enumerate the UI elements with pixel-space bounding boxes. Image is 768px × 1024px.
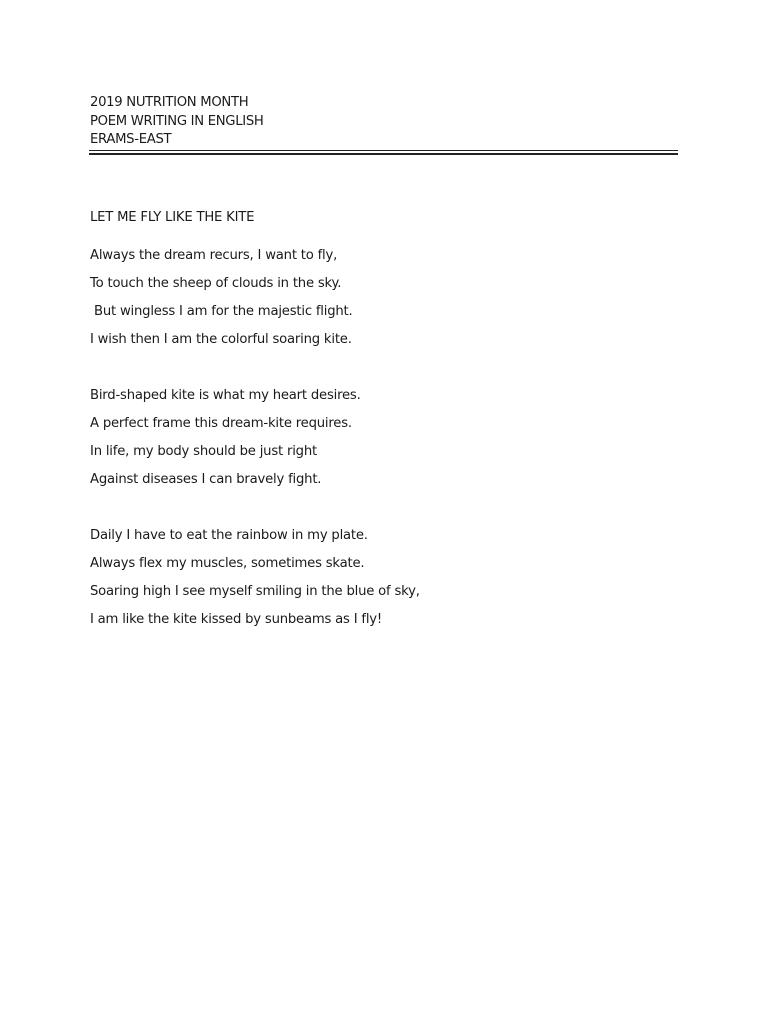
double-rule-divider bbox=[89, 150, 678, 155]
poem-body bbox=[90, 247, 420, 667]
poem-line: Against diseases I can bravely fight. bbox=[90, 472, 322, 487]
poem-line: Always the dream recurs, I want to fly, bbox=[90, 248, 338, 263]
poem-line: Daily I have to eat the rainbow in my plate. bbox=[90, 528, 368, 543]
poem-line: I am like the kite kissed by sunbeams as I fly! bbox=[90, 612, 382, 627]
poem-stanza-1 bbox=[90, 247, 420, 359]
poem-line: To touch the sheep of clouds in the sky. bbox=[90, 276, 342, 291]
poem-stanza-2 bbox=[90, 387, 420, 499]
header-event-title: 2019 NUTRITION MONTH bbox=[90, 95, 249, 110]
poem-line: Soaring high I see myself smiling in the blue of sky, bbox=[90, 584, 420, 599]
poem-line: Always flex my muscles, sometimes skate. bbox=[90, 556, 365, 571]
poem-line: I wish then I am the colorful soaring kite. bbox=[90, 332, 352, 347]
poem-line: In life, my body should be just right bbox=[90, 444, 317, 459]
header-category: POEM WRITING IN ENGLISH bbox=[90, 113, 264, 129]
poem-line: A perfect frame this dream-kite requires. bbox=[90, 416, 352, 431]
document-header bbox=[90, 94, 264, 150]
poem-line: But wingless I am for the majestic flight. bbox=[90, 304, 353, 319]
header-school: ERAMS-EAST bbox=[90, 132, 172, 147]
poem-line: Bird-shaped kite is what my heart desires. bbox=[90, 388, 361, 403]
poem-title: LET ME FLY LIKE THE KITE bbox=[90, 210, 255, 225]
poem-stanza-3 bbox=[90, 527, 420, 639]
